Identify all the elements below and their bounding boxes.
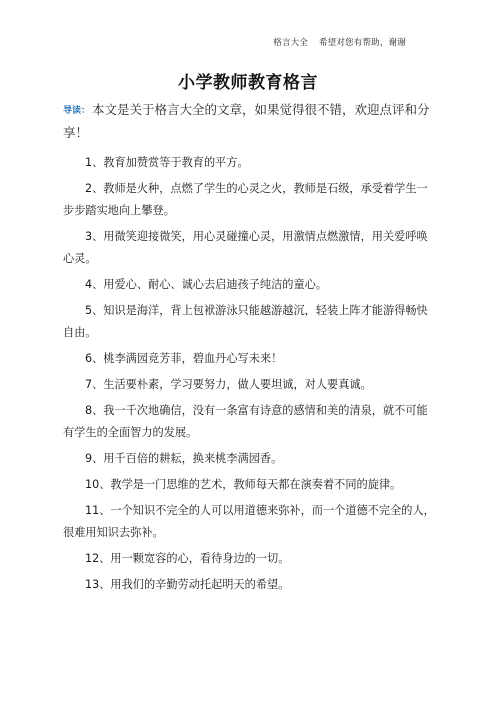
quote-item: 13、用我们的辛勤劳动托起明天的希望。 (85, 578, 290, 591)
page-header (273, 36, 406, 48)
quote-item: 1、教育加赞赏等于教育的平方。 (85, 156, 249, 169)
quote-item: 6、桃李满园竞芳菲，碧血丹心写未来！ (85, 352, 283, 365)
intro-paragraph (63, 99, 435, 144)
quote-item: 12、用一颗宽容的心，看待身边的一切。 (85, 552, 290, 565)
quote-item: 11、一个知识不完全的人可以用道德来弥补，而一个道德不完全的人，很难用知识去弥补。 (63, 504, 435, 539)
header-message: 希望对您有帮助，谢谢 (318, 38, 406, 48)
quote-list (63, 152, 435, 600)
quote-item: 10、教学是一门思维的艺术，教师每天都在演奏着不同的旋律。 (85, 478, 402, 491)
quote-item: 4、用爱心、耐心、诚心去启迪孩子纯洁的童心。 (85, 278, 328, 291)
quote-item: 3、用微笑迎接微笑，用心灵碰撞心灵，用激情点燃激情，用关爱呼唤心灵。 (63, 230, 428, 265)
document-title: 小学教师教育格言 (178, 73, 318, 93)
header-category: 格言大全 (273, 38, 309, 48)
quote-item: 8、我一千次地确信，没有一条富有诗意的感情和美的清泉，就不可能有学生的全面智力的发展。 (63, 404, 428, 439)
quote-item: 9、用千百倍的耕耘，换来桃李满园香。 (85, 452, 283, 465)
quote-item: 7、生活要朴素，学习要努力，做人要坦诚，对人要真诚。 (85, 378, 372, 391)
intro-label: 导读： (63, 106, 91, 116)
quote-item: 5、知识是海洋，背上包袱游泳只能越游越沉，轻装上阵才能游得畅快自由。 (63, 304, 428, 339)
quote-item: 2、教师是火种，点燃了学生的心灵之火，教师是石级，承受着学生一步步踏实地向上攀登。 (63, 182, 428, 217)
intro-text: 本文是关于格言大全的文章，如果觉得很不错，欢迎点评和分享！ (63, 102, 430, 140)
